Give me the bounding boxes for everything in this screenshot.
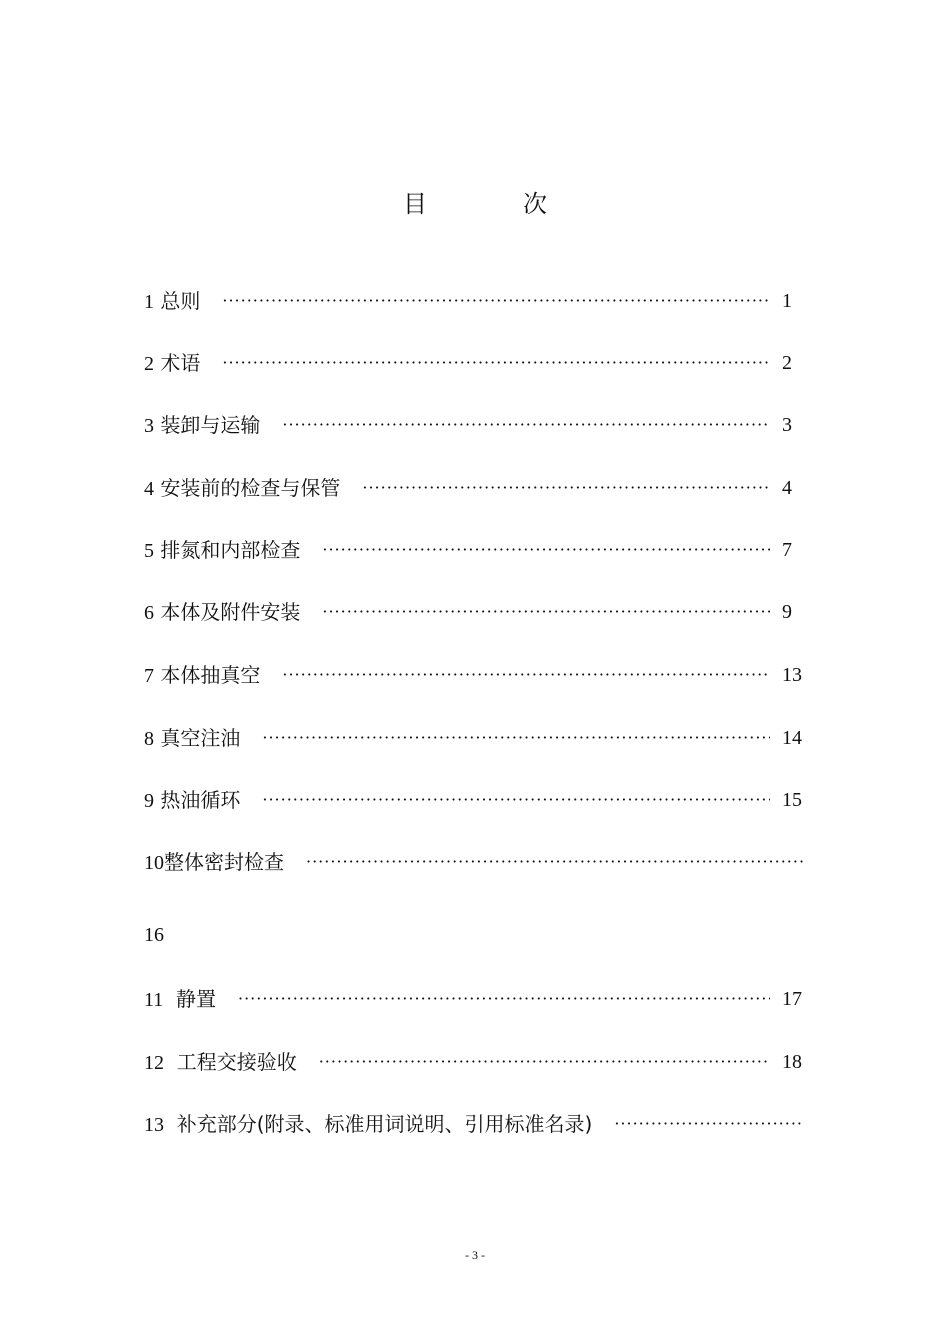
- toc-text: 本体抽真空: [160, 662, 261, 687]
- toc-number: 8: [144, 727, 154, 750]
- toc-number: 5: [144, 539, 154, 562]
- toc-page-number: 13: [782, 664, 802, 686]
- toc-page-number: 4: [782, 477, 792, 499]
- dot-leader: [222, 348, 770, 378]
- dot-leader: [282, 660, 770, 690]
- dot-leader: [322, 597, 770, 627]
- toc-number: 12: [144, 1051, 164, 1074]
- toc-entry-8[interactable]: [144, 723, 804, 753]
- toc-entry-7[interactable]: [144, 660, 804, 690]
- toc-page-number: 17: [782, 988, 802, 1010]
- toc-page-number: 7: [782, 539, 792, 561]
- toc-text: 整体密封检查: [164, 849, 284, 874]
- toc-number: 6: [144, 601, 154, 624]
- dot-leader: [262, 723, 770, 753]
- toc-entry-1[interactable]: [144, 286, 804, 316]
- toc-page-number: 3: [782, 414, 792, 436]
- toc-page-number: 18: [782, 1051, 802, 1073]
- dot-leader: [238, 984, 770, 1014]
- dot-leader: [282, 410, 770, 440]
- toc-page-number: 9: [782, 601, 792, 623]
- toc-entry-13[interactable]: [144, 1109, 804, 1139]
- toc-entry-6[interactable]: [144, 597, 804, 627]
- toc-page-number: 15: [782, 789, 802, 811]
- toc-entry-12[interactable]: [144, 1047, 804, 1077]
- toc-number: 4: [144, 477, 154, 500]
- toc-page-number: 2: [782, 352, 792, 374]
- toc-entry-3[interactable]: [144, 410, 804, 440]
- dot-leader: [262, 785, 770, 815]
- toc-entry-11[interactable]: [144, 984, 804, 1014]
- toc-number: 9: [144, 789, 154, 812]
- toc-text: 静置: [175, 986, 216, 1011]
- toc-text: 真空注油: [160, 725, 241, 750]
- dot-leader: [614, 1109, 804, 1139]
- toc-entry-9[interactable]: [144, 785, 804, 815]
- toc-page-number: 1: [782, 290, 792, 312]
- page-footer-number: - 3 -: [465, 1248, 485, 1262]
- toc-text: 热油循环: [160, 787, 241, 812]
- dot-leader: [306, 847, 804, 877]
- toc-number: 10: [144, 851, 164, 874]
- toc-page-number: 14: [782, 727, 802, 749]
- toc-text: 工程交接验收: [176, 1049, 297, 1074]
- toc-text: 安装前的检查与保管: [160, 475, 341, 500]
- toc-entry-10-page-number: 16: [144, 924, 164, 946]
- toc-text: 总则: [160, 288, 201, 313]
- toc-entry-5[interactable]: [144, 535, 804, 565]
- dot-leader: [319, 1047, 770, 1077]
- dot-leader: [362, 473, 770, 503]
- toc-entry-4[interactable]: [144, 473, 804, 503]
- toc-entry-2[interactable]: [144, 348, 804, 378]
- toc-text: 术语: [160, 350, 201, 375]
- dot-leader: [222, 286, 770, 316]
- page-title: 目 次: [403, 190, 583, 218]
- toc-number: 1: [144, 290, 154, 313]
- toc-number: 13: [144, 1113, 164, 1136]
- toc-number: 3: [144, 414, 154, 437]
- toc-number: 2: [144, 352, 154, 375]
- toc-number: 7: [144, 664, 154, 687]
- toc-text: 装卸与运输: [160, 412, 261, 437]
- toc-text: 排氮和内部检查: [160, 537, 301, 562]
- toc-entry-10[interactable]: [144, 847, 804, 877]
- toc-text: 补充部分(附录、标准用词说明、引用标准名录): [176, 1111, 593, 1136]
- dot-leader: [322, 535, 770, 565]
- toc-number: 11: [144, 988, 164, 1011]
- toc-text: 本体及附件安装: [160, 599, 301, 624]
